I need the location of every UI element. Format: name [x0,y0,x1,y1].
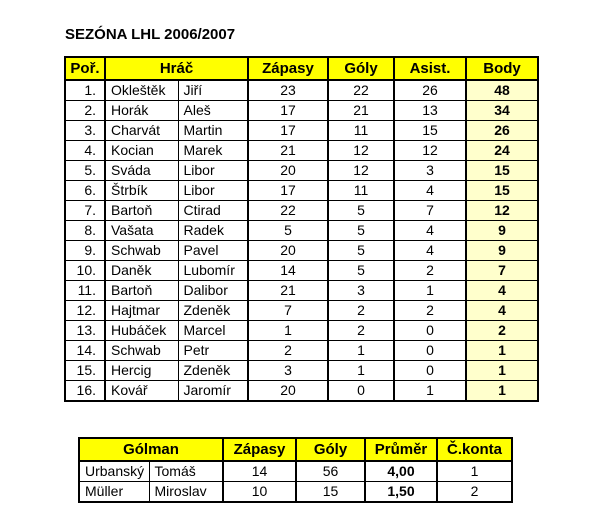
goalies-header-average: Průměr [365,438,437,461]
assists-cell: 0 [394,321,466,341]
games-cell: 17 [248,181,328,201]
points-cell: 4 [466,281,538,301]
games-cell: 21 [248,141,328,161]
assists-cell: 2 [394,261,466,281]
player-row [65,281,538,301]
goalie-firstname-cell: Tomáš [149,461,223,482]
rank-cell: 3. [65,121,105,141]
games-cell: 7 [248,301,328,321]
rank-cell: 12. [65,301,105,321]
rank-cell: 1. [65,80,105,101]
goalie-firstname-cell: Miroslav [149,482,223,503]
player-row [65,261,538,281]
assists-cell: 15 [394,121,466,141]
games-cell: 17 [248,101,328,121]
lastname-cell: Hubáček [105,321,178,341]
points-cell: 26 [466,121,538,141]
games-cell: 5 [248,221,328,241]
games-cell: 21 [248,281,328,301]
points-cell: 48 [466,80,538,101]
points-cell: 1 [466,341,538,361]
firstname-cell: Zdeněk [178,301,248,321]
games-cell: 20 [248,381,328,402]
goalie-row [79,461,512,482]
goals-cell: 11 [328,121,394,141]
points-cell: 34 [466,101,538,121]
points-cell: 9 [466,241,538,261]
goalie-average-cell: 1,50 [365,482,437,503]
points-cell: 4 [466,301,538,321]
players-header-rank: Poř. [65,57,105,80]
lastname-cell: Hajtmar [105,301,178,321]
assists-cell: 0 [394,361,466,381]
rank-cell: 16. [65,381,105,402]
goals-cell: 1 [328,341,394,361]
goals-cell: 3 [328,281,394,301]
firstname-cell: Jaromír [178,381,248,402]
points-cell: 15 [466,161,538,181]
player-row [65,341,538,361]
games-cell: 2 [248,341,328,361]
lastname-cell: Kocian [105,141,178,161]
assists-cell: 7 [394,201,466,221]
player-row [65,201,538,221]
rank-cell: 4. [65,141,105,161]
games-cell: 17 [248,121,328,141]
player-row [65,141,538,161]
players-header-goals: Góly [328,57,394,80]
firstname-cell: Libor [178,161,248,181]
assists-cell: 1 [394,281,466,301]
assists-cell: 2 [394,301,466,321]
games-cell: 20 [248,161,328,181]
goals-cell: 5 [328,201,394,221]
rank-cell: 8. [65,221,105,241]
goalie-lastname-cell: Müller [79,482,149,503]
player-row [65,101,538,121]
goalie-games-cell: 10 [223,482,296,503]
lastname-cell: Horák [105,101,178,121]
player-row [65,241,538,261]
players-header-points: Body [466,57,538,80]
player-row [65,321,538,341]
assists-cell: 12 [394,141,466,161]
games-cell: 20 [248,241,328,261]
goals-cell: 21 [328,101,394,121]
firstname-cell: Libor [178,181,248,201]
goals-cell: 1 [328,361,394,381]
lastname-cell: Schwab [105,241,178,261]
firstname-cell: Jiří [178,80,248,101]
lastname-cell: Bartoň [105,201,178,221]
points-cell: 15 [466,181,538,201]
firstname-cell: Zdeněk [178,361,248,381]
points-cell: 12 [466,201,538,221]
firstname-cell: Aleš [178,101,248,121]
firstname-cell: Marek [178,141,248,161]
assists-cell: 3 [394,161,466,181]
player-row [65,121,538,141]
rank-cell: 7. [65,201,105,221]
goalie-clean-sheets-cell: 1 [437,461,512,482]
firstname-cell: Ctirad [178,201,248,221]
games-cell: 23 [248,80,328,101]
goals-cell: 0 [328,381,394,402]
lastname-cell: Charvát [105,121,178,141]
goalies-header-clean-sheets: Č.konta [437,438,512,461]
assists-cell: 4 [394,221,466,241]
assists-cell: 26 [394,80,466,101]
rank-cell: 5. [65,161,105,181]
goals-cell: 5 [328,241,394,261]
points-cell: 7 [466,261,538,281]
players-table [64,56,539,402]
page-title: SEZÓNA LHL 2006/2007 [65,26,236,43]
goals-cell: 12 [328,141,394,161]
points-cell: 2 [466,321,538,341]
goalie-clean-sheets-cell: 2 [437,482,512,503]
lastname-cell: Okleštěk [105,80,178,101]
goals-cell: 5 [328,261,394,281]
goals-cell: 2 [328,321,394,341]
players-table-body [65,80,538,401]
lastname-cell: Sváda [105,161,178,181]
rank-cell: 13. [65,321,105,341]
rank-cell: 6. [65,181,105,201]
points-cell: 1 [466,381,538,402]
assists-cell: 4 [394,241,466,261]
assists-cell: 4 [394,181,466,201]
players-header-row [65,57,538,80]
games-cell: 22 [248,201,328,221]
rank-cell: 11. [65,281,105,301]
points-cell: 1 [466,361,538,381]
player-row [65,161,538,181]
goalie-lastname-cell: Urbanský [79,461,149,482]
firstname-cell: Dalibor [178,281,248,301]
rank-cell: 10. [65,261,105,281]
points-cell: 9 [466,221,538,241]
goalie-goals-cell: 56 [296,461,365,482]
goalies-header-games: Zápasy [223,438,296,461]
goals-cell: 22 [328,80,394,101]
rank-cell: 9. [65,241,105,261]
goals-cell: 5 [328,221,394,241]
goalie-average-cell: 4,00 [365,461,437,482]
games-cell: 14 [248,261,328,281]
firstname-cell: Martin [178,121,248,141]
games-cell: 3 [248,361,328,381]
goalie-goals-cell: 15 [296,482,365,503]
lastname-cell: Vašata [105,221,178,241]
games-cell: 1 [248,321,328,341]
player-row [65,181,538,201]
player-row [65,381,538,402]
players-header-assists: Asist. [394,57,466,80]
player-row [65,221,538,241]
assists-cell: 13 [394,101,466,121]
goals-cell: 2 [328,301,394,321]
assists-cell: 1 [394,381,466,402]
player-row [65,361,538,381]
lastname-cell: Schwab [105,341,178,361]
players-header-games: Zápasy [248,57,328,80]
firstname-cell: Radek [178,221,248,241]
firstname-cell: Petr [178,341,248,361]
goalie-row [79,482,512,503]
lastname-cell: Bartoň [105,281,178,301]
players-header-player: Hráč [105,57,248,80]
goalies-header-row [79,438,512,461]
lastname-cell: Hercig [105,361,178,381]
goalies-table [78,437,513,503]
lastname-cell: Štrbík [105,181,178,201]
goalie-games-cell: 14 [223,461,296,482]
lastname-cell: Kovář [105,381,178,402]
rank-cell: 14. [65,341,105,361]
firstname-cell: Marcel [178,321,248,341]
goals-cell: 11 [328,181,394,201]
points-cell: 24 [466,141,538,161]
rank-cell: 15. [65,361,105,381]
goalies-header-goalie: Gólman [79,438,223,461]
lastname-cell: Daněk [105,261,178,281]
goalies-header-goals: Góly [296,438,365,461]
goalies-table-body [79,461,512,502]
firstname-cell: Lubomír [178,261,248,281]
assists-cell: 0 [394,341,466,361]
player-row [65,80,538,101]
firstname-cell: Pavel [178,241,248,261]
goals-cell: 12 [328,161,394,181]
rank-cell: 2. [65,101,105,121]
player-row [65,301,538,321]
